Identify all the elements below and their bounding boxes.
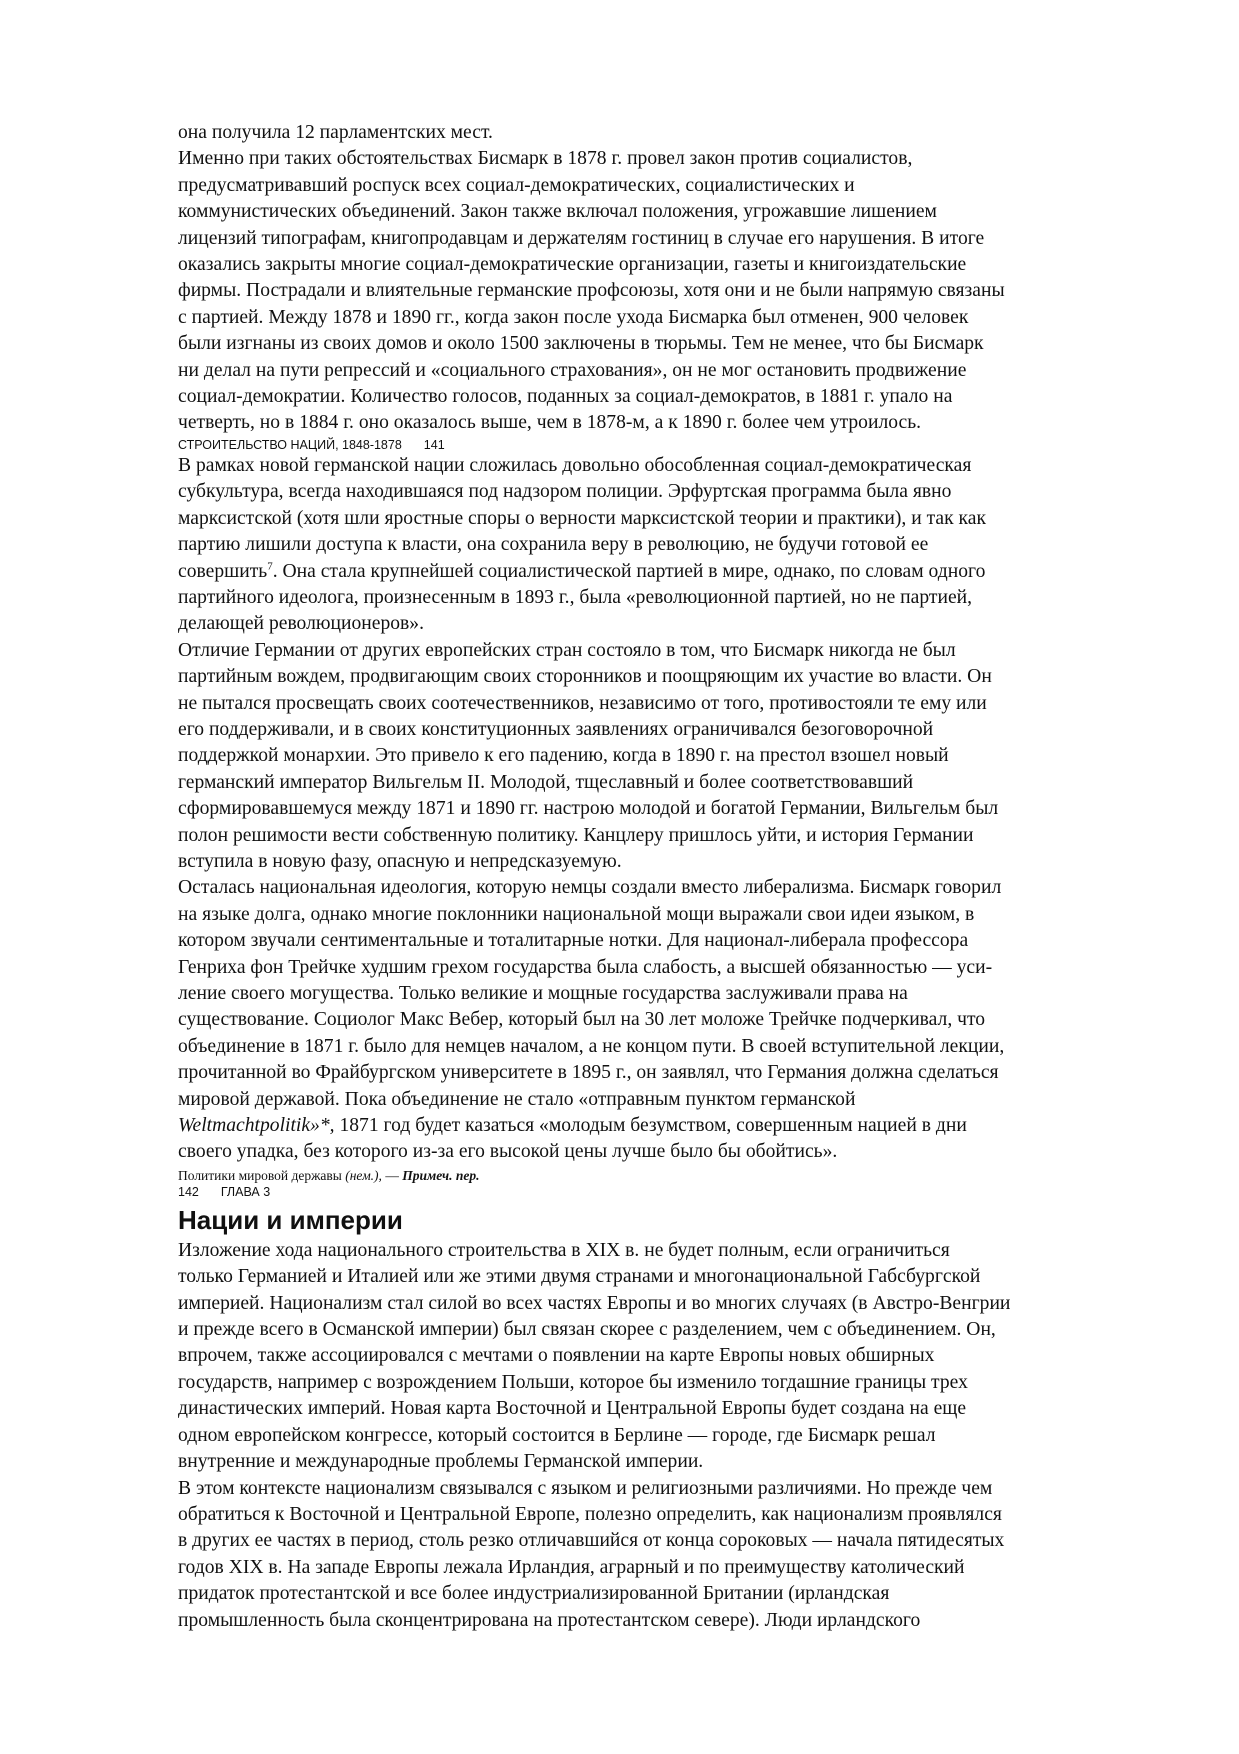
text-line: полон решимости вести собственную политику. Канцлеру пришлось уйти, и история Германии <box>178 824 974 846</box>
footnote: Политики мировой державы (нем.), — Примеч. пер. <box>178 1167 480 1183</box>
text-line: ление своего могущества. Только великие и мощные государства заслуживали права на <box>178 983 908 1004</box>
text-line: лицензий типографам, книгопродавцам и держателям гостиниц в случае его нарушения. В итоге <box>178 227 985 249</box>
text-line: государств, например с возрождением Польши, которое бы изменило тогдашние границы трех <box>178 1371 968 1393</box>
text-line: поддержкой монархии. Это привело к его падению, когда в 1890 г. на престол взошел новый <box>178 745 949 767</box>
text-line: империей. Национализм стал силой во всех частях Европы и во многих случаях (в Австро-Венгрии <box>178 1292 1011 1314</box>
running-head-141 <box>178 437 1178 453</box>
text-line: она получила 12 парламентских мест. <box>178 122 493 143</box>
text-line: Изложение хода национального строительства в XIX в. не будет полным, если ограничиться <box>178 1239 950 1261</box>
text-line: Именно при таких обстоятельствах Бисмарк в 1878 г. провел закон против социалистов, <box>178 148 913 170</box>
text-line: котором звучали сентиментальные и тоталитарные нотки. Для национал-либерала профессора <box>178 930 969 952</box>
paragraph <box>178 1238 1178 1476</box>
paragraph <box>178 1476 1178 1634</box>
text-line: партийным вождем, продвигающим своих сторонников и поощряющим их участие во власти. Он <box>178 666 992 688</box>
paragraphs-c <box>178 638 1178 876</box>
text-line: В этом контексте национализм связывался с языком и религиозными различиями. Но прежде чем <box>178 1477 993 1499</box>
text-line: делающей революционеров». <box>178 613 425 635</box>
book-page <box>178 120 1178 1634</box>
text-line: промышленность была сконцентрирована на протестантском севере). Люди ирландского <box>178 1609 921 1631</box>
text-line: совершить$^7$. Она стала крупнейшей социалистической партией в мире, однако, по словам одного <box>178 559 986 582</box>
paragraph <box>178 120 1178 146</box>
text-line: В рамках новой германской нации сложилась довольно обособленная социал-демократическая <box>178 454 972 476</box>
paragraphs-e <box>178 1238 1178 1634</box>
text-line: предусматривавший роспуск всех социал-демократических, социалистических и <box>178 174 855 196</box>
text-line: только Германией и Италией или же этими двумя странами и многонациональной Габсбургской <box>178 1266 981 1288</box>
text-line: марксистской (хотя шли яростные споры о верности марксистской теории и практики), и так как <box>178 507 986 529</box>
footnote-marker[interactable]: 7 <box>267 559 273 572</box>
paragraph-social-democratic-subculture <box>178 453 1178 638</box>
italic-term: Weltmachtpolitik»*, <box>178 1115 335 1137</box>
text-line: и прежде всего в Османской империи) был связан скорее с разделением, чем с объединением. Он, <box>178 1319 996 1341</box>
paragraph-national-ideology <box>178 875 1178 1165</box>
paragraphs-a <box>178 120 1178 437</box>
text-line: Отличие Германии от других европейских стран состояло в том, что Бисмарк никогда не был <box>178 639 956 661</box>
text-line: в других ее частях в период, столь резко отличавшийся от конца сороковых — начала пятидесятых <box>178 1530 1005 1552</box>
running-head-page-number: 141 <box>423 437 445 452</box>
text-line: социал-демократии. Количество голосов, поданных за социал-демократов, в 1881 г. упало на <box>178 386 953 408</box>
text-line: партию лишили доступа к власти, она сохранила веру в революцию, не будучи готовой ее <box>178 534 929 556</box>
running-head-142 <box>178 1184 1178 1200</box>
text-line: Осталась национальная идеология, которую немцы создали вместо либерализма. Бисмарк говорил <box>178 877 1002 899</box>
text-line: вступила в новую фазу, опасную и непредсказуемую. <box>178 850 622 872</box>
text-line: своего упадка, без которого из-за его высокой цены лучше было бы обойтись». <box>178 1141 838 1163</box>
text-line: прочитанной во Фрайбургском университете в 1895 г., он заявлял, что Германия должна сделаться <box>178 1062 999 1084</box>
running-head-title: ГЛАВА 3 <box>220 1184 271 1199</box>
text-line: существование. Социолог Макс Вебер, который был на 30 лет моложе Трейчке подчеркивал, что <box>178 1009 986 1031</box>
text-line: ни делал на пути репрессий и «социального страхования», он не мог остановить продвижение <box>178 359 967 381</box>
text-line: Генриха фон Трейчке худшим грехом государства была слабость, а высшей обязанностью — уси- <box>178 956 993 978</box>
text-line: одном европейском конгрессе, который состоится в Берлине — городе, где Бисмарк решал <box>178 1424 936 1446</box>
text-line: объединение в 1871 г. было для немцев началом, а не концом пути. В своей вступительной лекции, <box>178 1035 1005 1057</box>
text-line: оказались закрыты многие социал-демократические организации, газеты и книгоиздательские <box>178 254 967 276</box>
text-line: коммунистических объединений. Закон также включал положения, угрожавшие лишением <box>178 201 937 223</box>
text-line: мировой державой. Пока объединение не стало «отправным пунктом германской <box>178 1088 856 1110</box>
text-line: не пытался просвещать своих соотечественников, независимо от того, противостояли те ему или <box>178 692 987 714</box>
text-line: субкультура, всегда находившаяся под надзором полиции. Эрфуртская программа была явно <box>178 481 952 503</box>
text-line: с партией. Между 1878 и 1890 гг., когда закон после ухода Бисмарка был отменен, 900 человек <box>178 306 969 328</box>
text-line: партийного идеолога, произнесенным в 1893 г., была «революционной партией, но не партией, <box>178 586 973 608</box>
text-line: годов XIX в. На западе Европы лежала Ирландия, аграрный и по преимуществу католический <box>178 1556 965 1578</box>
text-line: были изгнаны из своих домов и около 1500 заключены в тюрьмы. Тем не менее, что бы Бисмарк <box>178 333 984 355</box>
section-title: Нации и империи <box>178 1204 403 1235</box>
text-line: династических империй. Новая карта Восточной и Центральной Европы будет создана на еще <box>178 1398 967 1420</box>
text-line: его поддерживали, и в своих конституционных заявлениях ограничивался безоговорочной <box>178 718 934 740</box>
paragraph <box>178 638 1178 876</box>
text-line: впрочем, также ассоциировался с мечтами о появлении на карте Европы новых обширных <box>178 1345 935 1367</box>
text-line: фирмы. Пострадали и влиятельные германские профсоюзы, хотя они и не были напрямую связаны <box>178 280 1005 302</box>
text-line: придаток протестантской и все более индустриализированной Британии (ирландская <box>178 1583 890 1605</box>
text-line: обратиться к Восточной и Центральной Европе, полезно определить, как национализм проявлялся <box>178 1503 1002 1525</box>
text-line: Weltmachtpolitik»*, 1871 год будет казаться «молодым безумством, совершенным нацией в дни <box>178 1115 967 1137</box>
running-head-title: СТРОИТЕЛЬСТВО НАЦИЙ, 1848-1878 <box>178 437 402 452</box>
text-line: сформировавшемуся между 1871 и 1890 гг. настрою молодой и богатой Германии, Вильгельм был <box>178 798 999 820</box>
text-line: внутренние и международные проблемы Германской империи. <box>178 1451 704 1473</box>
text-line: на языке долга, однако многие поклонники национальной мощи выражали свои идеи языком, в <box>178 903 975 925</box>
text-line: четверть, но в 1884 г. оно оказалось выше, чем в 1878-м, а к 1890 г. более чем утроилось. <box>178 412 922 434</box>
paragraph <box>178 146 1178 436</box>
running-head-page-number: 142 <box>178 1184 199 1199</box>
text-line: германский император Вильгельм II. Молодой, тщеславный и более соответствовавший <box>178 771 914 793</box>
